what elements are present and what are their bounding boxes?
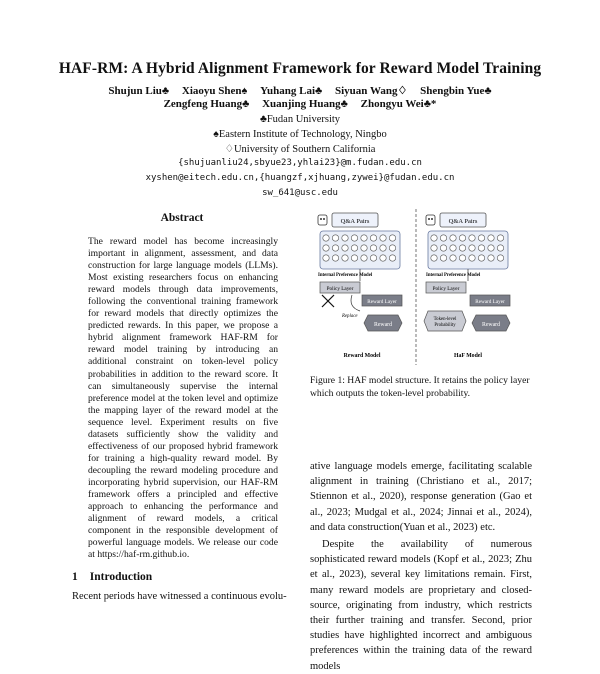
- neuron-node: [469, 245, 475, 251]
- abstract-heading: Abstract: [160, 212, 204, 224]
- token-probability-text-line: Token-level: [433, 317, 457, 322]
- figure-1-diagram: [312, 207, 520, 367]
- neuron-node: [370, 235, 376, 241]
- paragraph: ative language models emerge, facilitating scalable alignment in training (Christiano et al., 2017; Stiennon et al., 2020), response generation (Gao et al., 2023; Mudgal et al., 2024; Jinnai et al., 2024), and data construction(Yuan et al., 2023) etc.: [310, 461, 532, 533]
- author: Shengbin Yue♣: [420, 85, 492, 97]
- replace-arrow: [351, 295, 360, 311]
- neuron-node: [380, 245, 386, 251]
- abstract-body: The reward model has become increasingly important in alignment, assessment, and data construction for large language models (LLMs). Most existing researchers focus on enhancing reward models through data improvements, following the conventional training framework for reward models that directly optimizes the predicted rewards. In this paper, we propose a hybrid alignment framework HAF-RM for reward model training by introducing an additional constraint on token-level policy probabilities in addition to the reward score. It can simultaneously supervise the internal preference model at the token level and optimize the mapping layer of the reward model at the sequence level. Experiment results on five datasets sufficiently show the validity and effectiveness of our proposed hybrid framework for training a high-quality reward model. By decoupling the reward modeling procedure and incorporating hybrid supervision, our HAF-RM framework offers a principled and effective approach to enhancing the performance and alignment of reward models, a critical component in the responsible development of powerful language models. We release our code at https://haf-rm.github.io.: [88, 236, 278, 561]
- neuron-node: [389, 245, 395, 251]
- robot-icon: [318, 215, 327, 225]
- authors-line-2: [0, 98, 600, 110]
- neuron-node: [342, 255, 348, 261]
- policy-layer-label: Policy Layer: [432, 286, 460, 292]
- neuron-node: [478, 255, 484, 261]
- neuron-node: [459, 235, 465, 241]
- neuron-node: [332, 245, 338, 251]
- policy-layer-label: Policy Layer: [326, 286, 354, 292]
- ipm-label: Internal Preference Model: [426, 273, 481, 278]
- neuron-node: [323, 255, 329, 261]
- neuron-node: [469, 255, 475, 261]
- haf-model-panel: [424, 213, 510, 359]
- neuron-node: [351, 245, 357, 251]
- qa-pairs-label: Q&A Pairs: [340, 218, 370, 225]
- reward-layer-label: Reward Layer: [475, 299, 505, 305]
- neuron-node: [440, 235, 446, 241]
- neuron-node: [370, 245, 376, 251]
- neuron-node: [497, 245, 503, 251]
- panel-label: HaF Model: [454, 353, 482, 359]
- neuron-node: [351, 235, 357, 241]
- ipm-label: Internal Preference Model: [318, 273, 373, 278]
- internal-preference-model-box: [320, 231, 400, 269]
- author: Xuanjing Huang♣: [262, 98, 348, 110]
- neuron-node: [497, 235, 503, 241]
- affiliation: ♢University of Southern California: [224, 144, 376, 155]
- neuron-node: [351, 255, 357, 261]
- neuron-node: [488, 255, 494, 261]
- paper-title: HAF-RM: A Hybrid Alignment Framework for Reward Model Training: [58, 60, 542, 77]
- neuron-node: [323, 235, 329, 241]
- neuron-node: [389, 235, 395, 241]
- neuron-node: [361, 255, 367, 261]
- section-number: 1: [72, 571, 78, 583]
- neuron-node: [478, 235, 484, 241]
- neuron-node: [323, 245, 329, 251]
- neuron-node: [380, 255, 386, 261]
- token-probability-text-line: Probability: [434, 323, 456, 328]
- neuron-node: [361, 245, 367, 251]
- author: Xiaoyu Shen♠: [181, 85, 248, 97]
- neuron-node: [450, 235, 456, 241]
- author: Shujun Liu♣: [108, 85, 170, 97]
- paragraph: Despite the availability of numerous sophisticated reward models (Kopf et al., 2023; Zhu et al., 2023), several key limitations remain. First, many reward models are proprietary and closed-source, originating from industry, which restricts their further training and transfer. Second, prior studies have highlighted incorrect and ambiguous preferences within the training data of the reward models: [310, 539, 532, 672]
- email-line: sw_641@usc.edu: [262, 188, 338, 198]
- neuron-node: [450, 245, 456, 251]
- neuron-node: [380, 235, 386, 241]
- section-title: Introduction: [89, 571, 153, 583]
- author: Zengfeng Huang♣: [163, 98, 250, 110]
- email-line: xyshen@eitech.edu.cn,{huangzf,xjhuang,zywei}@fudan.edu.cn: [145, 173, 455, 183]
- qa-pairs-label: Q&A Pairs: [448, 218, 478, 225]
- neuron-node: [361, 235, 367, 241]
- reward-output-label: Reward: [481, 322, 501, 328]
- neuron-node: [488, 235, 494, 241]
- neuron-node: [370, 255, 376, 261]
- panel-label: Reward Model: [343, 353, 381, 359]
- authors-line-1: [0, 84, 600, 97]
- neuron-node: [440, 255, 446, 261]
- email-line: {shujuanliu24,sbyue23,yhlai23}@m.fudan.edu.cn: [178, 158, 422, 168]
- neuron-node: [389, 255, 395, 261]
- neuron-node: [478, 245, 484, 251]
- neuron-node: [497, 255, 503, 261]
- neuron-node: [342, 245, 348, 251]
- figure-caption: Figure 1: HAF model structure. It retains the policy layer which outputs the token-level probability.: [310, 375, 530, 399]
- neuron-node: [469, 235, 475, 241]
- neuron-node: [332, 255, 338, 261]
- internal-preference-model-box: [428, 231, 508, 269]
- neuron-node: [459, 255, 465, 261]
- affiliation: ♠Eastern Institute of Technology, Ningbo: [213, 129, 387, 140]
- neuron-node: [431, 235, 437, 241]
- author: Zhongyu Wei♣*: [360, 98, 437, 110]
- neuron-node: [450, 255, 456, 261]
- replace-label: Replace: [342, 314, 358, 319]
- body-text-line: Recent periods have witnessed a continuous evolu-: [72, 591, 287, 602]
- neuron-node: [431, 245, 437, 251]
- neuron-node: [488, 245, 494, 251]
- neuron-node: [440, 245, 446, 251]
- neuron-node: [431, 255, 437, 261]
- affiliation: ♣Fudan University: [259, 114, 341, 125]
- reward-model-panel: [318, 213, 402, 359]
- reward-output-label: Reward: [373, 322, 393, 328]
- author: Siyuan Wang♢: [334, 85, 408, 97]
- token-probability-label: [434, 317, 458, 328]
- neuron-node: [342, 235, 348, 241]
- section-heading: [72, 571, 152, 583]
- neuron-node: [459, 245, 465, 251]
- robot-icon: [426, 215, 435, 225]
- right-column: [310, 459, 532, 672]
- neuron-node: [332, 235, 338, 241]
- reward-layer-label: Reward Layer: [367, 299, 397, 305]
- author: Yuhang Lai♣: [260, 85, 323, 97]
